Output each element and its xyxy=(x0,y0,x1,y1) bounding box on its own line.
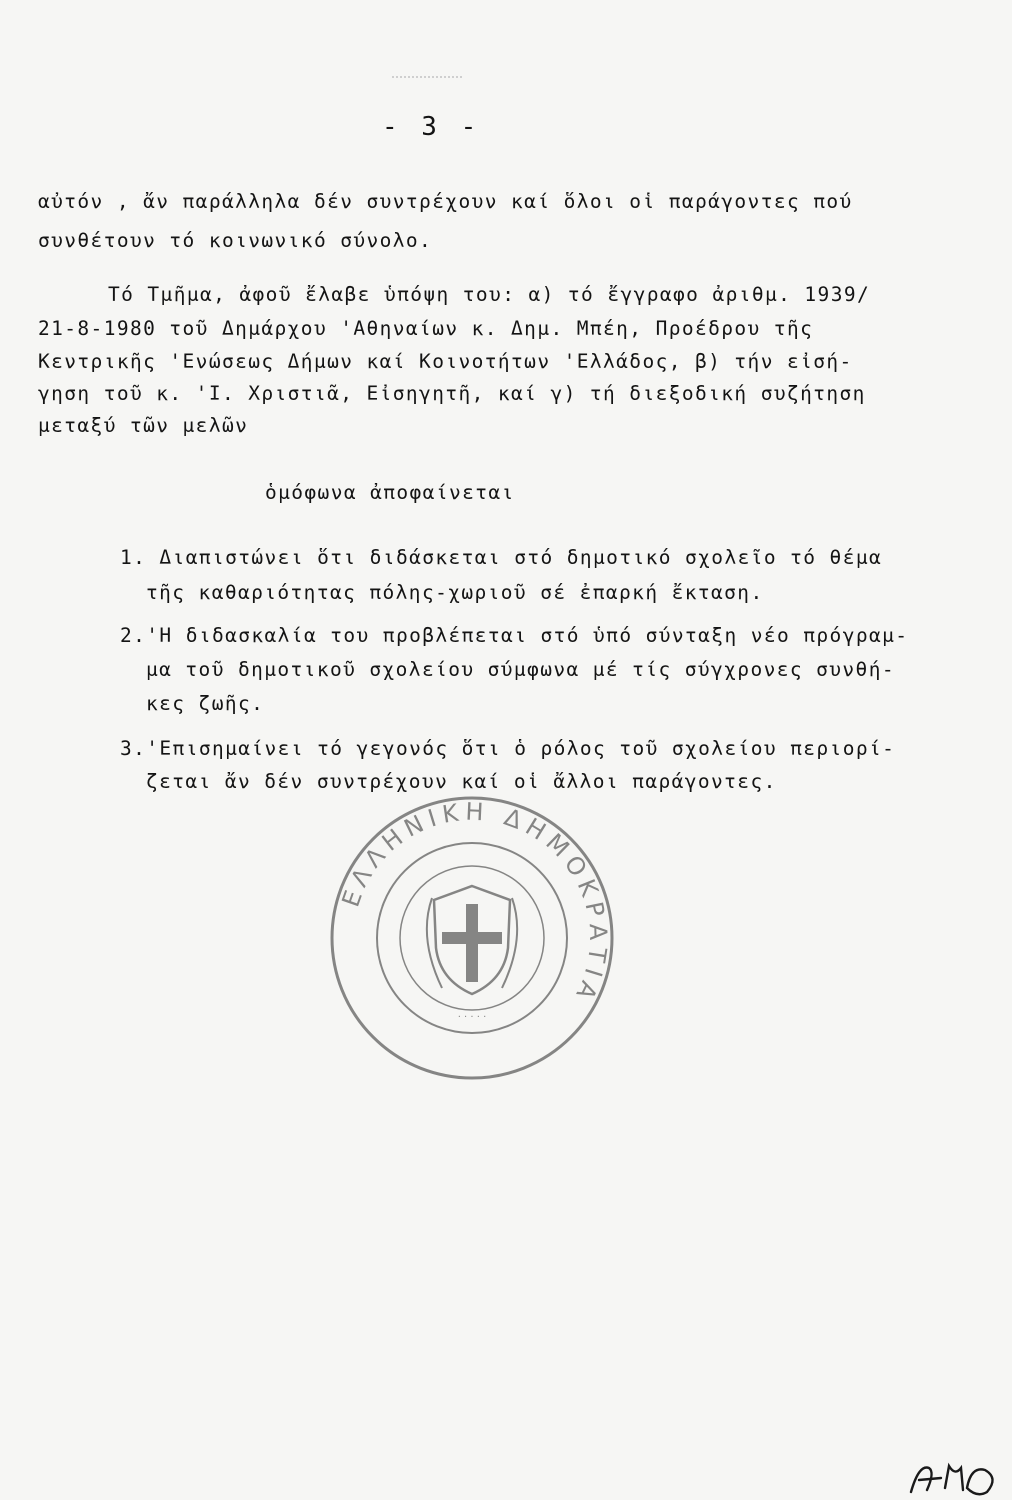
text-line-1: αὐτόν , ἄν παράλληλα δέν συντρέχουν καί ὅλοι οἱ παράγοντες πού xyxy=(38,190,853,213)
text-line-2: συνθέτουν τό κοινωνικό σύνολο. xyxy=(38,229,433,252)
text-line-9: 1. Διαπιστώνει ὅτι διδάσκεται στό δημοτικό σχολεῖο τό θέμα xyxy=(120,546,883,569)
text-line-13: κες ζωῆς. xyxy=(146,692,265,715)
text-line-11: 2.'Η διδασκαλία του προβλέπεται στό ὑπό σύνταξη νέο πρόγραμ- xyxy=(120,624,909,647)
text-line-6: γηση τοῦ κ. 'Ι. Χριστιᾶ, Εἰσηγητῆ, καί γ) τή διεξοδική συζήτηση xyxy=(38,382,866,405)
official-seal xyxy=(322,788,622,1088)
text-line-7: μεταξύ τῶν μελῶν xyxy=(38,414,249,437)
text-line-15: ζεται ἄν δέν συντρέχουν καί οἱ ἄλλοι παράγοντες. xyxy=(146,770,777,793)
text-line-12: μα τοῦ δημοτικοῦ σχολείου σύμφωνα μέ τίς σύγχρονες συνθή- xyxy=(146,658,895,681)
signature-initials xyxy=(905,1458,1005,1500)
page-number: - 3 - xyxy=(382,112,481,142)
svg-text:· · · · ·: · · · · · xyxy=(457,1012,487,1023)
text-line-14: 3.'Επισημαίνει τό γεγονός ὅτι ὁ ρόλος τοῦ σχολείου περιορί- xyxy=(120,737,896,760)
text-line-3: Τό Τμῆμα, ἀφοῦ ἔλαβε ὑπόψη του: α) τό ἔγγραφο ἀριθμ. 1939/ xyxy=(108,283,871,306)
seal-text: ΕΛΛΗΝΙΚΗ ΔΗΜΟΚΡΑΤΙΑ xyxy=(336,797,613,1010)
decision-heading: ὁμόφωνα ἀποφαίνεται xyxy=(265,481,515,504)
text-line-10: τῆς καθαριότητας πόλης-χωριοῦ σέ ἐπαρκή ἔκταση. xyxy=(146,581,764,604)
text-line-4: 21-8-1980 τοῦ Δημάρχου 'Αθηναίων κ. Δημ. Μπέη, Προέδρου τῆς xyxy=(38,317,814,340)
text-line-5: Κεντρικῆς 'Ενώσεως Δήμων καί Κοινοτήτων 'Ελλάδος, β) τήν εἰσή- xyxy=(38,350,853,373)
top-mark xyxy=(392,76,462,80)
